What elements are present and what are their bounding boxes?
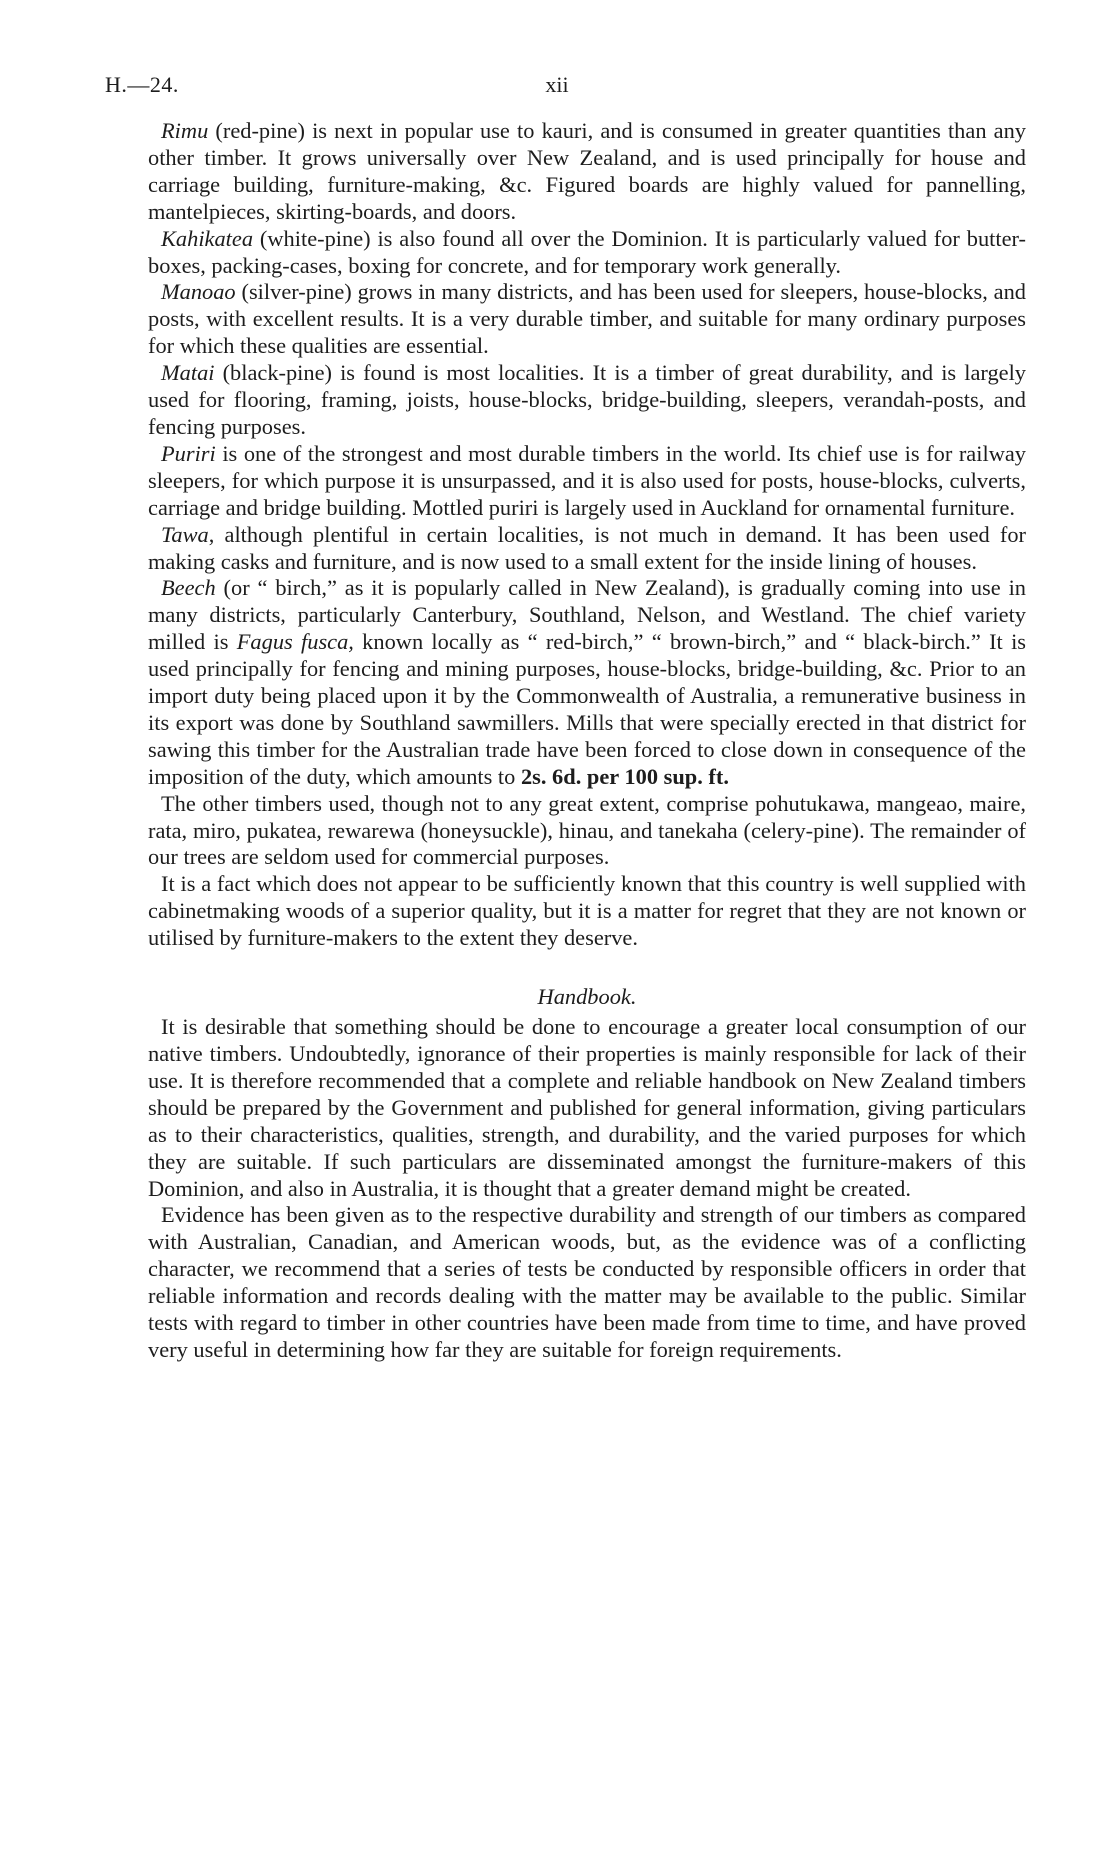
paragraph-rimu (148, 118, 1026, 226)
species-name: Fagus fusca, (236, 629, 354, 655)
paragraph-text: is one of the strongest and most durable timbers in the world. Its chief use is for railway sleepers, for which purpose it is unsurpassed, and it is also used for posts, house-blocks, culverts, carriage and bridge building. Mottled puriri is largely used in Auckland for ornamental furniture. (148, 440, 1026, 520)
report-code: H.—24. (105, 72, 179, 97)
paragraph-puriri (148, 441, 1026, 522)
paragraph-other-timbers: The other timbers used, though not to any great extent, comprise pohutukawa, mangeao, maire, rata, miro, pukatea, rewarewa (honeysuckle), hinau, and tanekaha (celery-pine). The remainder of our trees are seldom used for commercial purposes. (148, 790, 1026, 870)
paragraph-handbook: It is desirable that something should be done to encourage a greater local consumption of our native timbers. Undoubtedly, ignorance of their properties is mainly responsible for lack of their use. It is therefore recommended that a complete and reliable handbook on New Zealand timbers should be prepared by the Government and published for general information, giving particulars as to their characteristics, qualities, strength, and durability, and the varied purposes for which they are suitable. If such particulars are disseminated amongst the furniture-makers of this Dominion, and also in Australia, it is thought that a greater demand might be created. (148, 1014, 1026, 1201)
timber-name: Kahikatea (161, 225, 254, 251)
page-number: xii (545, 72, 569, 97)
paragraph-cabinet-woods: It is a fact which does not appear to be sufficiently known that this country is well supplied with cabinetmaking woods of a superior quality, but it is a matter for regret that they are not known or utilised by furniture-makers to the extent they deserve. (148, 871, 1026, 951)
paragraph-manoao (148, 279, 1026, 360)
section-heading: Handbook. (537, 984, 637, 1010)
paragraph-text: (black-pine) is found is most localities. It is a timber of great durability, and is largely used for flooring, framing, joists, house-blocks, bridge-building, sleepers, verandah-posts, and fencing purposes. (148, 360, 1026, 439)
paragraph-evidence: Evidence has been given as to the respective durability and strength of our timbers as compared with Australian, Canadian, and American woods, but, as the evidence was of a conflicting character, we recommend that a series of tests be conducted by responsible officers in order that reliable information and records dealing with the matter may be available to the public. Similar tests with regard to timber in other countries have been made from time to time, and have proved very useful in determining how far they are suitable for foreign requirements. (148, 1202, 1026, 1362)
paragraph-text: , although plentiful in certain localities, is not much in demand. It has been used for making casks and furniture, and is now used to a small extent for the inside lining of houses. (148, 521, 1026, 574)
paragraph-text: (red-pine) is next in popular use to kauri, and is consumed in greater quantities than any other timber. It grows universally over New Zealand, and is used principally for house and carriage building, furniture-making, &c. Figured boards are highly valued for pannelling, mantelpieces, skirting-boards, and doors. (148, 118, 1026, 224)
paragraph-text: known locally as “ red-birch,” “ brown-birch,” and “ black-birch.” It is used principally for fencing and mining purposes, house-blocks, bridge-building, &c. Prior to an import duty being placed upon it by the Commonwealth of Australia, a remunerative business in its export was done by Southland sawmillers. Mills that were specially erected in that district for sawing this timber for the Australian trade have been forced to close down in consequence of the imposition of the duty, which amounts to (148, 629, 1027, 789)
paragraph-kahikatea (148, 226, 1026, 280)
page-body (148, 118, 1026, 1364)
paragraph-text: (or “ birch,” as it is popularly called in New Zealand), is gradually coming into use in many districts, particularly Canterbury, Southland, Nelson, and Westland. The chief variety milled is (148, 575, 1026, 655)
page-header (105, 72, 1009, 102)
timber-name: Rimu (161, 118, 209, 143)
timber-name: Manoao (161, 279, 236, 305)
paragraph-tawa (148, 522, 1026, 576)
timber-name: Matai (161, 360, 215, 386)
timber-name: Puriri (161, 440, 216, 466)
paragraph-matai (148, 360, 1026, 441)
paragraph-beech (148, 575, 1026, 790)
duty-amount: 2s. 6d. per 100 sup. ft. (520, 763, 729, 789)
paragraph-text: (silver-pine) grows in many districts, and has been used for sleepers, house-blocks, and posts, with excellent results. It is a very durable timber, and suitable for many ordinary purposes for which these qualities are essential. (148, 279, 1026, 359)
paragraph-text: (white-pine) is also found all over the Dominion. It is particularly valued for butter-boxes, packing-cases, boxing for concrete, and for temporary work generally. (148, 225, 1026, 278)
timber-name: Tawa (161, 521, 209, 547)
timber-name: Beech (161, 575, 216, 601)
